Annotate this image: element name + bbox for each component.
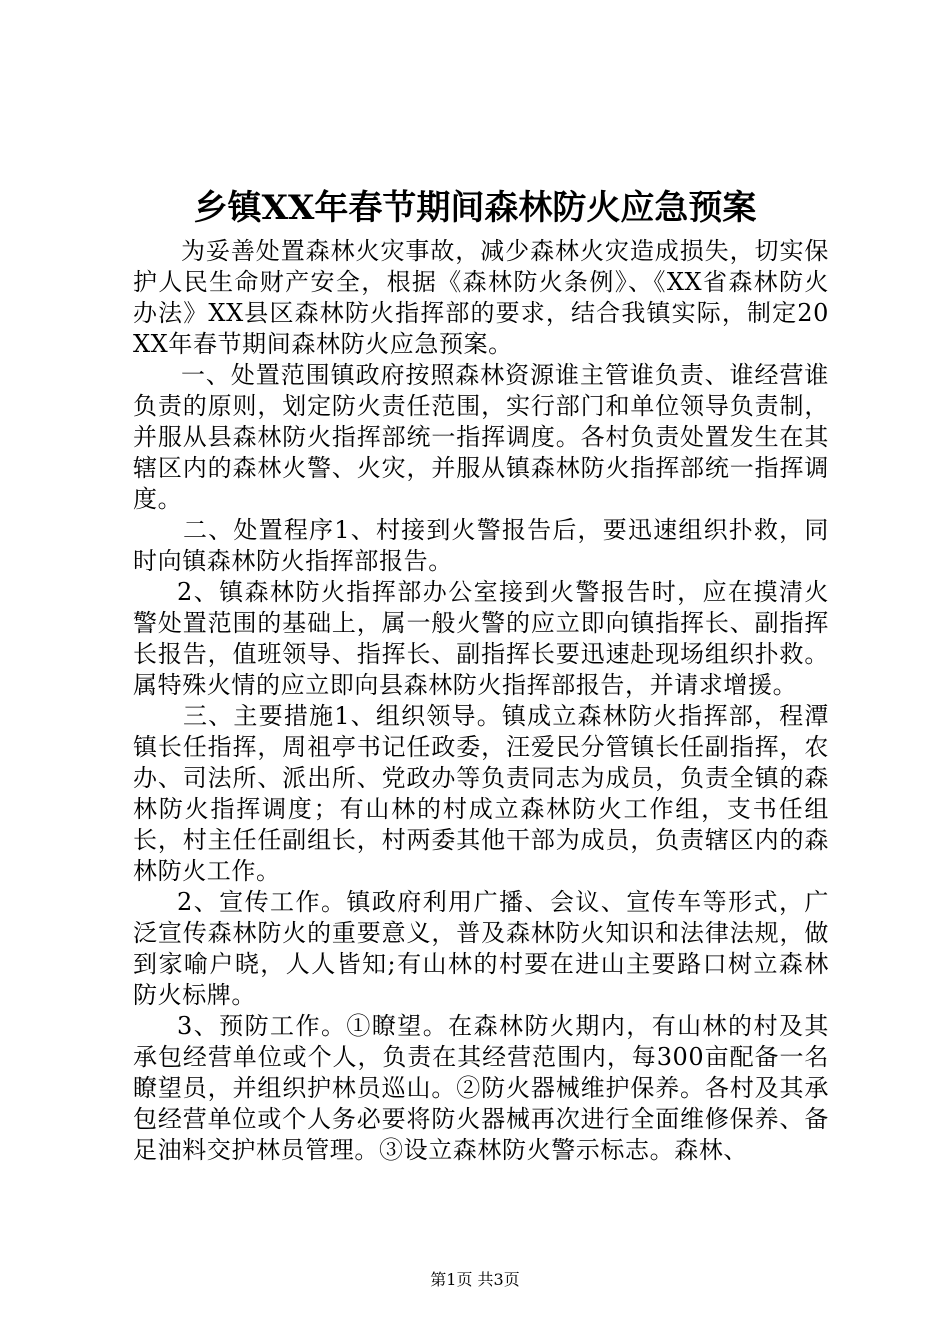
paragraph-publicity: 2、宣传工作。镇政府利用广播、会议、宣传车等形式，广泛宣传森林防火的重要意义，普及森林防火知识和法律法规，做到家喻户晓，人人皆知;有山林的村要在进山主要路口树立森林防火标牌。: [133, 888, 829, 1009]
paragraph-procedure-2: 2、镇森林防火指挥部办公室接到火警报告时，应在摸清火警处置范围的基础上，属一般火警的应立即向镇指挥长、副指挥长报告，值班领导、指挥长、副指挥长要迅速赴现场组织扑救。属特殊火情的应立即向县森林防火指挥部报告，并请求增援。: [133, 578, 829, 699]
document-body: [133, 236, 829, 1166]
paragraph-prevention: 3、预防工作。①瞭望。在森林防火期内，有山林的村及其承包经营单位或个人，负责在其经营范围内，每300亩配备一名瞭望员，并组织护林员巡山。②防火器械维护保养。各村及其承包经营单位或个人务必要将防火器械再次进行全面维修保养、备足油料交护林员管理。③设立森林防火警示标志。森林、: [133, 1012, 829, 1164]
document-title: 乡镇XX年春节期间森林防火应急预案: [193, 188, 757, 228]
paragraph-scope: 一、处置范围镇政府按照森林资源谁主管谁负责、谁经营谁负责的原则，划定防火责任范围，实行部门和单位领导负责制，并服从县森林防火指挥部统一指挥调度。各村负责处置发生在其辖区内的森林火警、火灾，并服从镇森林防火指挥部统一指挥调度。: [133, 361, 829, 513]
paragraph-measures: 三、主要措施1、组织领导。镇成立森林防火指挥部，程潭镇长任指挥，周祖亭书记任政委，汪爱民分管镇长任副指挥，农办、司法所、派出所、党政办等负责同志为成员，负责全镇的森林防火指挥调度；有山林的村成立森林防火工作组，支书任组长，村主任任副组长，村两委其他干部为成员，负责辖区内的森林防火工作。: [133, 702, 829, 885]
page-number-footer: 第1页 共3页: [430, 1270, 520, 1289]
paragraph-intro: 为妥善处置森林火灾事故，减少森林火灾造成损失，切实保护人民生命财产安全，根据《森林防火条例》、《XX省森林防火办法》XX县区森林防火指挥部的要求，结合我镇实际，制定20XX年春节期间森林防火应急预案。: [133, 237, 829, 358]
paragraph-procedure: 二、处置程序1、村接到火警报告后，要迅速组织扑救，同时向镇森林防火指挥部报告。: [133, 516, 829, 575]
